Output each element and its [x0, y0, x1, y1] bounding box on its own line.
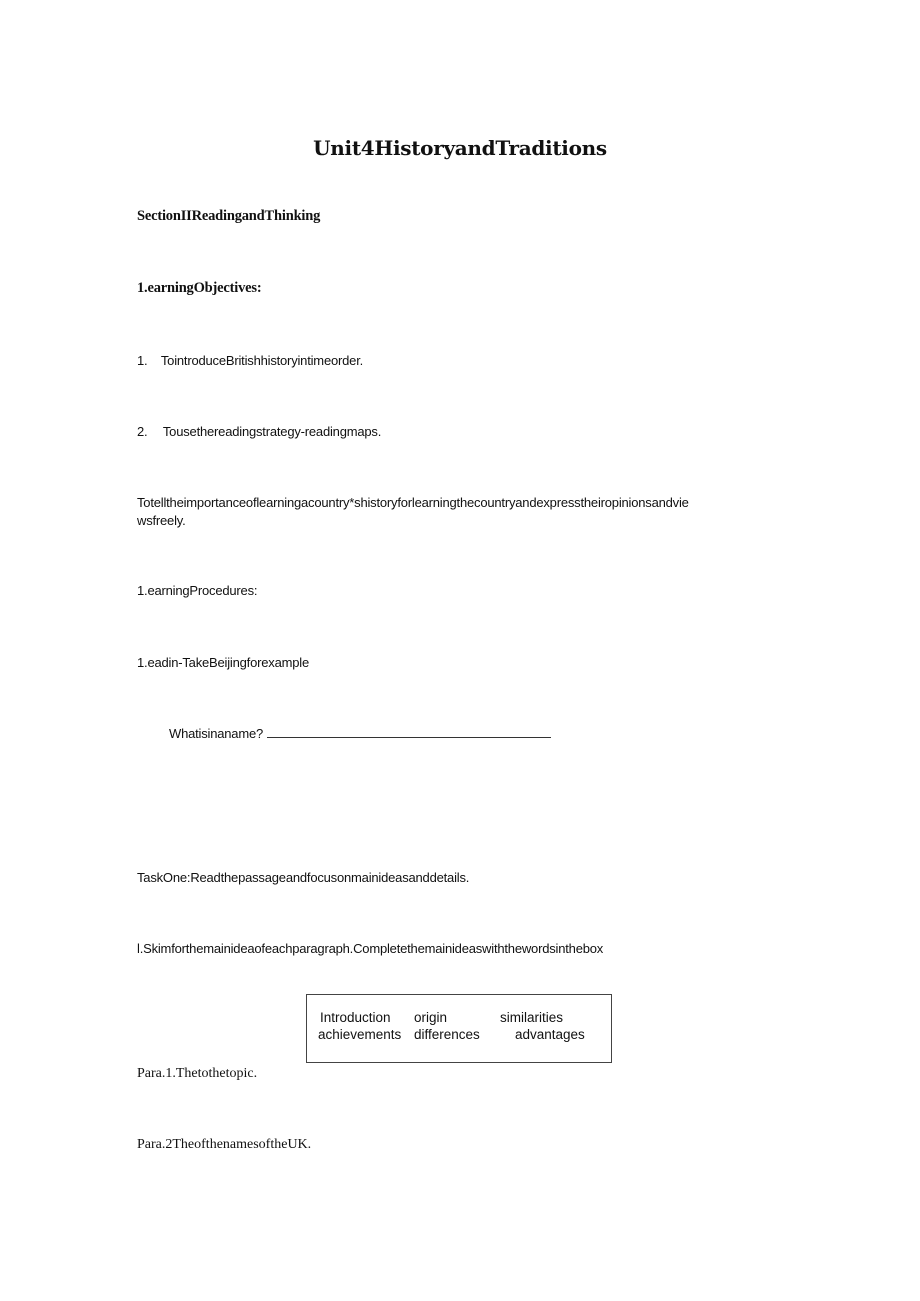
- question-text: Whatisinaname?: [169, 726, 264, 741]
- word-box-word: advantages: [515, 1027, 585, 1042]
- objective-text: TointroduceBritishhistoryintimeorder.: [160, 353, 364, 368]
- para-1-line: Para.1.Thetothetopic.: [137, 1066, 258, 1081]
- page-title: Unit4HistoryandTraditions: [313, 136, 607, 160]
- objectives-heading: 1.earningObjectives:: [137, 280, 262, 296]
- word-box-word: Introduction: [320, 1010, 391, 1025]
- objective-3-line-2: wsfreely.: [137, 513, 186, 528]
- objective-item-2: [137, 424, 381, 439]
- objective-number: 1.: [137, 353, 148, 368]
- objective-3-line-1: Totelltheimportanceoflearningacountry*shistoryforlearningthecountryandexpresstheiropinionsandvie: [137, 495, 689, 510]
- word-box-word: achievements: [318, 1027, 402, 1042]
- para-2-line: Para.2TheofthenamesoftheUK.: [137, 1137, 312, 1152]
- task-one-heading: TaskOne:Readthepassageandfocusonmainideasanddetails.: [137, 870, 470, 885]
- question-line: [169, 726, 551, 741]
- objective-number: 2.: [137, 424, 148, 439]
- lead-in-line: 1.eadin-TakeBeijingforexample: [137, 655, 309, 670]
- section-heading: SectionIIReadingandThinking: [137, 208, 321, 224]
- objective-text: Tousethereadingstrategy-readingmaps.: [162, 424, 382, 439]
- answer-blank[interactable]: [267, 727, 551, 738]
- word-box-word: differences: [414, 1027, 480, 1042]
- word-box-word: origin: [414, 1010, 448, 1025]
- word-box: [306, 994, 612, 1063]
- procedures-heading: 1.earningProcedures:: [137, 583, 258, 598]
- objective-item-1: [137, 353, 363, 368]
- word-box-word: similarities: [500, 1010, 564, 1025]
- skim-instruction: l.Skimforthemainideaofeachparagraph.Completethemainideaswiththewordsinthebox: [137, 941, 604, 956]
